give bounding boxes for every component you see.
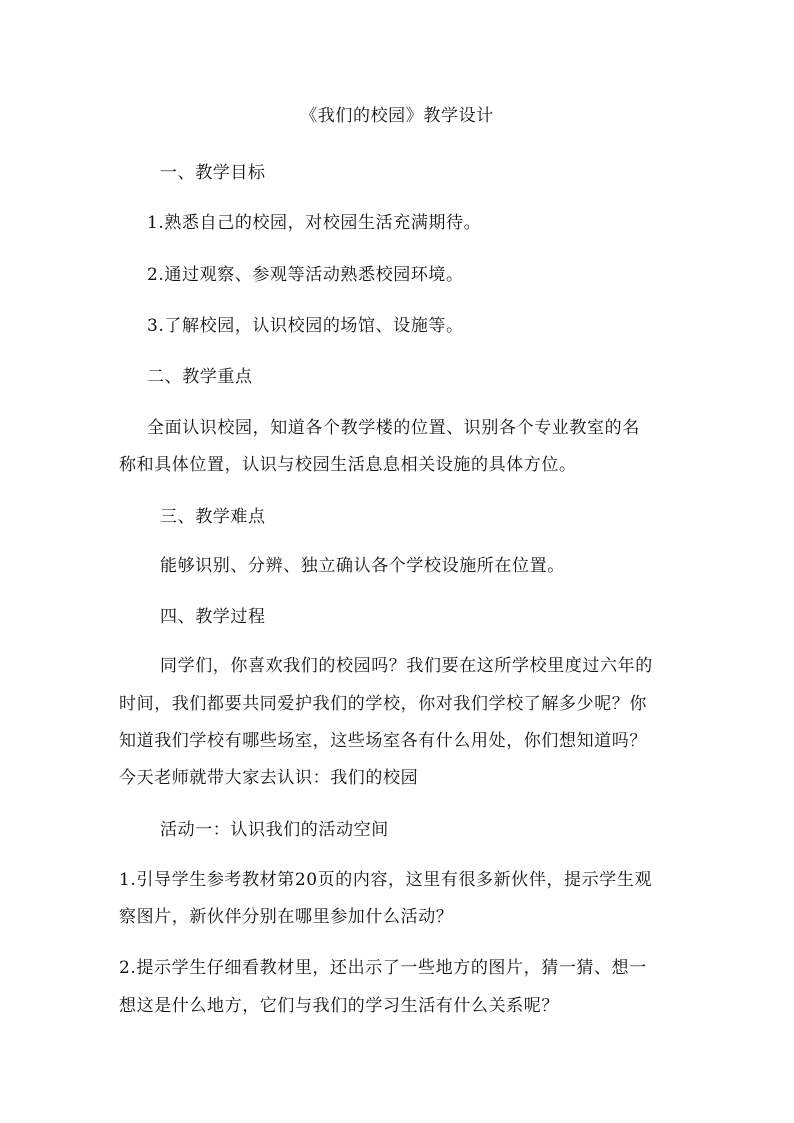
activity-item-1-line-1: 1.引导学生参考教材第20页的内容，这里有很多新伙伴，提示学生观 [119,870,653,890]
goal-item-3: 3.了解校园，认识校园的场馆、设施等。 [147,316,464,336]
process-line-1: 同学们，你喜欢我们的校园吗？我们要在这所学校里度过六年的 [160,656,653,676]
document-title: 《我们的校园》教学设计 [300,106,494,126]
goal-item-2: 2.通过观察、参观等活动熟悉校园环境。 [147,265,464,285]
focus-line-2: 称和具体位置，认识与校园生活息息相关设施的具体方位。 [119,455,577,475]
goal-item-1: 1.熟悉自己的校园，对校园生活充满期待。 [147,213,482,233]
goals-heading: 一、教学目标 [160,163,266,183]
difficulty-text: 能够识别、分辨、独立确认各个学校设施所在位置。 [160,556,565,576]
activity-item-2-line-1: 2.提示学生仔细看教材里，还出示了一些地方的图片，猜一猜、想一 [119,958,647,978]
focus-line-1: 全面认识校园，知道各个教学楼的位置、识别各个专业教室的名 [147,418,640,438]
focus-heading: 二、教学重点 [147,367,253,387]
activity-item-1-line-2: 察图片，新伙伴分别在哪里参加什么活动？ [119,907,454,927]
difficulty-heading: 三、教学难点 [160,507,266,527]
process-heading: 四、教学过程 [160,607,266,627]
process-line-2: 时间，我们都要共同爱护我们的学校，你对我们学校了解多少呢？你 [119,694,647,714]
process-line-3: 知道我们学校有哪些场室，这些场室各有什么用处，你们想知道吗？ [119,731,647,751]
process-line-4: 今天老师就带大家去认识：我们的校园 [119,768,419,788]
activity-heading: 活动一：认识我们的活动空间 [160,820,389,840]
activity-item-2-line-2: 想这是什么地方，它们与我们的学习生活有什么关系呢？ [119,996,559,1016]
